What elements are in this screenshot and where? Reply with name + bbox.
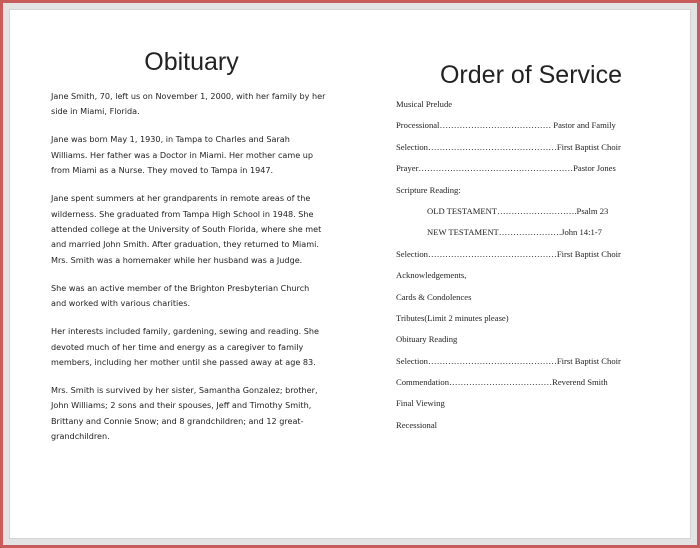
service-item-acknowledgements: Acknowledgements, <box>396 270 467 281</box>
service-item-recessional: Recessional <box>396 419 438 430</box>
obituary-paragraph: Her interests included family, gardening, sewing and reading. She devoted much of her time and energy as a caregiver to family members, including her mother until she passed away at age 83. <box>51 326 319 368</box>
service-item-commendation: Commendation………………………………Reverend Smith <box>396 377 608 388</box>
order-of-service-section <box>396 60 666 441</box>
obituary-paragraph: She was an active member of the Brighton Presbyterian Church and worked with various charities. <box>51 282 310 309</box>
service-item-cards-condolences: Cards & Condolences <box>396 291 472 302</box>
service-item-prayer: Prayer………………………………………………Pastor Jones <box>396 163 616 174</box>
service-item-selection: Selection………………………………………First Baptist Choir <box>396 355 621 366</box>
document-background <box>3 3 697 545</box>
service-item-new-testament: NEW TESTAMENT………………….John 14:1-7 <box>427 227 602 238</box>
obituary-paragraph: Mrs. Smith is survived by her sister, Samantha Gonzalez; brother, John Williams; 2 sons and their spouses, Jeff and Timothy Smith, Brittany and Connie Snow; and 8 grandchildren; and 12 great-grandchildren. <box>51 385 318 442</box>
obituary-section <box>51 47 326 457</box>
obituary-paragraph: Jane Smith, 70, left us on November 1, 2000, with her family by her side in Miami, Florida. <box>51 91 326 117</box>
program-page <box>9 9 691 539</box>
service-item-selection: Selection………………………………………First Baptist Choir <box>396 141 621 152</box>
obituary-paragraph: Jane was born May 1, 1930, in Tampa to Charles and Sarah Williams. Her father was a Doctor in Miami. Her mother came up from Miami as a Nurse. They moved to Tampa in 1947. <box>51 134 314 176</box>
obituary-title: Obituary <box>144 48 239 76</box>
order-of-service-title: Order of Service <box>439 61 622 89</box>
service-item-processional: Processional………………………………… Pastor and Family <box>396 120 616 131</box>
service-item-musical-prelude: Musical Prelude <box>396 99 453 109</box>
service-item-final-viewing: Final Viewing <box>396 398 445 409</box>
service-item-scripture-reading: Scripture Reading: <box>396 184 461 195</box>
obituary-paragraph: Jane spent summers at her grandparents in remote areas of the wilderness. She graduated from Tampa High School in 1948. She attended college at the University of South Florida, where she met and married John Smith. After graduation, they returned to Miami. Mrs. Smith was a homemaker while her husband was a Judge. <box>51 193 322 265</box>
service-item-selection: Selection………………………………………First Baptist Choir <box>396 248 621 259</box>
service-item-old-testament: OLD TESTAMENT……………………….Psalm 23 <box>427 205 609 216</box>
service-item-tributes: Tributes(Limit 2 minutes please) <box>396 312 509 323</box>
service-item-obituary-reading: Obituary Reading <box>396 334 458 345</box>
